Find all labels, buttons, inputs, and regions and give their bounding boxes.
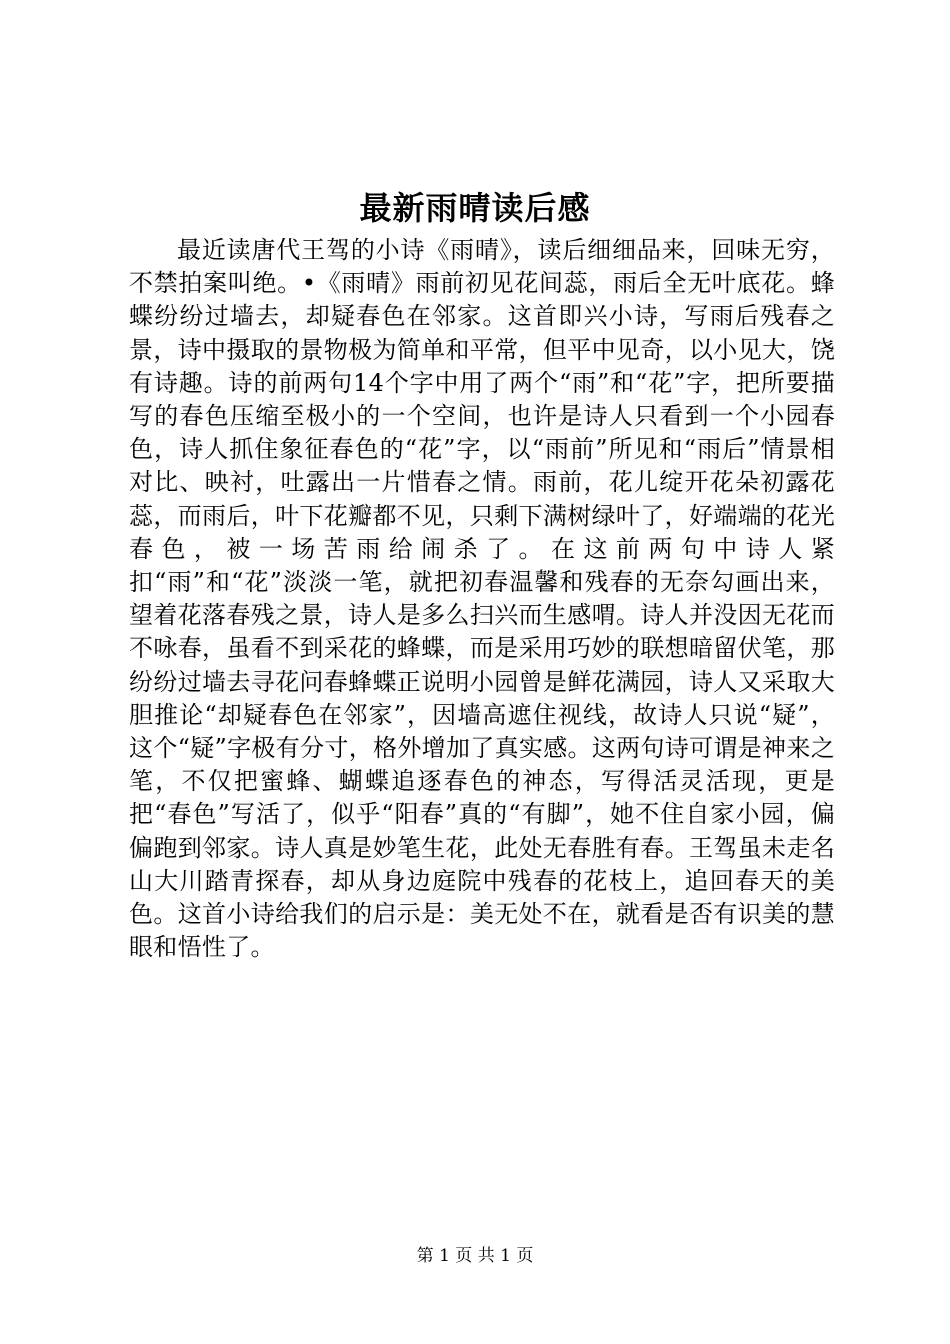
document-title: 最新雨晴读后感 <box>359 189 591 227</box>
body-paragraph: 最近读唐代王驾的小诗《雨晴》，读后细细品来，回味无穷，不禁拍案叫绝。•《雨晴》雨前初见花间蕊，雨后全无叶底花。蜂蝶纷纷过墙去，却疑春色在邻家。这首即兴小诗，写雨后残春之景，诗中摄取的景物极为简单和平常，但平中见奇，以小见大，饶有诗趣。诗的前两句14个字中用了两个“雨”和“花”字，把所要描写的春色压缩至极小的一个空间，也许是诗人只看到一个小园春色，诗人抓住象征春色的“花”字，以“雨前”所见和“雨后”情景相对比、映衬，吐露出一片惜春之情。雨前，花儿绽开花朵初露花蕊，而雨后，叶下花瓣都不见，只剩下满树绿叶了，好端端的花光春色，被一场苦雨给闹杀了。在这前两句中诗人紧扣“雨”和“花”淡淡一笔，就把初春温馨和残春的无奈勾画出来，望着花落春残之景，诗人是多么扫兴而生感喟。诗人并没因无花而不咏春，虽看不到采花的蜂蝶，而是采用巧妙的联想暗留伏笔，那纷纷过墙去寻花问春蜂蝶正说明小园曾是鲜花满园，诗人又采取大胆推论“却疑春色在邻家”，因墙高遮住视线，故诗人只说“疑”，这个“疑”字极有分寸，格外增加了真实感。这两句诗可谓是神来之笔，不仅把蜜蜂、蝴蝶追逐春色的神态，写得活灵活现，更是把“春色”写活了，似乎“阳春”真的“有脚”，她不住自家小园，偏偏跑到邻家。诗人真是妙笔生花，此处无春胜有春。王驾虽未走名山大川踏青探春，却从身边庭院中残春的花枝上，追回春天的美色。这首小诗给我们的启示是：美无处不在，就看是否有识美的慧眼和悟性了。 <box>129 236 835 962</box>
page-footer: 第 1 页 共 1 页 <box>416 1246 534 1266</box>
